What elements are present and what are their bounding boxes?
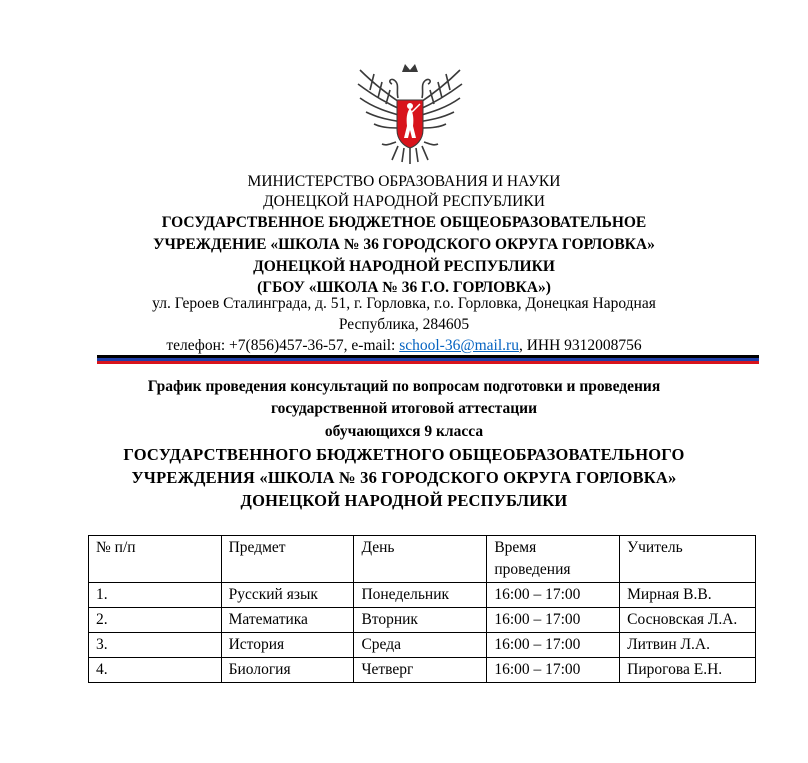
title-line-6: ДОНЕЦКОЙ НАРОДНОЙ РЕСПУБЛИКИ — [240, 491, 568, 510]
cell-teacher: Мирная В.В. — [620, 583, 756, 608]
cell-subject: Русский язык — [221, 583, 354, 608]
table-header-row — [89, 536, 756, 583]
title-line-1: График проведения консультаций по вопросам подготовки и проведения — [147, 378, 661, 395]
address-line-1: ул. Героев Сталинграда, д. 51, г. Горловка, г.о. Горловка, Донецкая Народная — [152, 295, 656, 312]
cell-day: Вторник — [354, 608, 487, 633]
dpr-coat-of-arms-eagle-icon — [352, 60, 468, 166]
cell-subject: Математика — [221, 608, 354, 633]
cell-time: 16:00 – 17:00 — [487, 658, 620, 683]
cell-number: 3. — [89, 633, 222, 658]
school-short-name: (ГБОУ «ШКОЛА № 36 Г.О. ГОРЛОВКА») — [257, 279, 551, 296]
table-row — [89, 583, 756, 608]
header-cell-day: День — [354, 536, 487, 583]
title-line-5: УЧРЕЖДЕНИЯ «ШКОЛА № 36 ГОРОДСКОГО ОКРУГА ГОРЛОВКА» — [131, 468, 677, 487]
school-name-line-2: УЧРЕЖДЕНИЕ «ШКОЛА № 36 ГОРОДСКОГО ОКРУГА ГОРЛОВКА» — [153, 236, 655, 253]
title-line-3: обучающихся 9 класса — [324, 423, 484, 440]
cell-teacher: Литвин Л.А. — [620, 633, 756, 658]
cell-teacher: Пирогова Е.Н. — [620, 658, 756, 683]
header-cell-teacher: Учитель — [620, 536, 756, 583]
title-line-2: государственной итоговой аттестации — [270, 400, 538, 417]
address-line-2: Республика, 284605 — [338, 316, 470, 333]
cell-teacher: Сосновская Л.А. — [620, 608, 756, 633]
header-cell-time: Время проведения — [487, 536, 620, 583]
contact-suffix: , ИНН 9312008756 — [518, 337, 642, 354]
cell-time: 16:00 – 17:00 — [487, 583, 620, 608]
table-row — [89, 608, 756, 633]
school-name-line-1: ГОСУДАРСТВЕННОЕ БЮДЖЕТНОЕ ОБЩЕОБРАЗОВАТЕЛЬНОЕ — [161, 214, 647, 231]
school-name-line-3: ДОНЕЦКОЙ НАРОДНОЙ РЕСПУБЛИКИ — [253, 258, 555, 275]
cell-subject: История — [221, 633, 354, 658]
contact-line — [0, 337, 808, 355]
cell-time: 16:00 – 17:00 — [487, 608, 620, 633]
ministry-line-2: ДОНЕЦКОЙ НАРОДНОЙ РЕСПУБЛИКИ — [263, 193, 545, 210]
cell-time: 16:00 – 17:00 — [487, 633, 620, 658]
title-line-4: ГОСУДАРСТВЕННОГО БЮДЖЕТНОГО ОБЩЕОБРАЗОВАТЕЛЬНОГО — [123, 445, 685, 464]
cell-day: Четверг — [354, 658, 487, 683]
table-row — [89, 658, 756, 683]
header-cell-subject: Предмет — [221, 536, 354, 583]
flag-stripe-divider — [97, 355, 759, 365]
stripe-red — [97, 361, 759, 364]
cell-day: Среда — [354, 633, 487, 658]
cell-number: 1. — [89, 583, 222, 608]
header-cell-number: № п/п — [89, 536, 222, 583]
cell-number: 4. — [89, 658, 222, 683]
table-row — [89, 633, 756, 658]
email-link[interactable]: school-36@mail.ru — [399, 337, 519, 354]
cell-day: Понедельник — [354, 583, 487, 608]
cell-number: 2. — [89, 608, 222, 633]
contact-prefix: телефон: +7(856)457-36-57, e-mail: — [166, 337, 400, 354]
consultation-schedule-table — [88, 535, 756, 683]
ministry-line-1: МИНИСТЕРСТВО ОБРАЗОВАНИЯ И НАУКИ — [247, 173, 561, 190]
cell-subject: Биология — [221, 658, 354, 683]
